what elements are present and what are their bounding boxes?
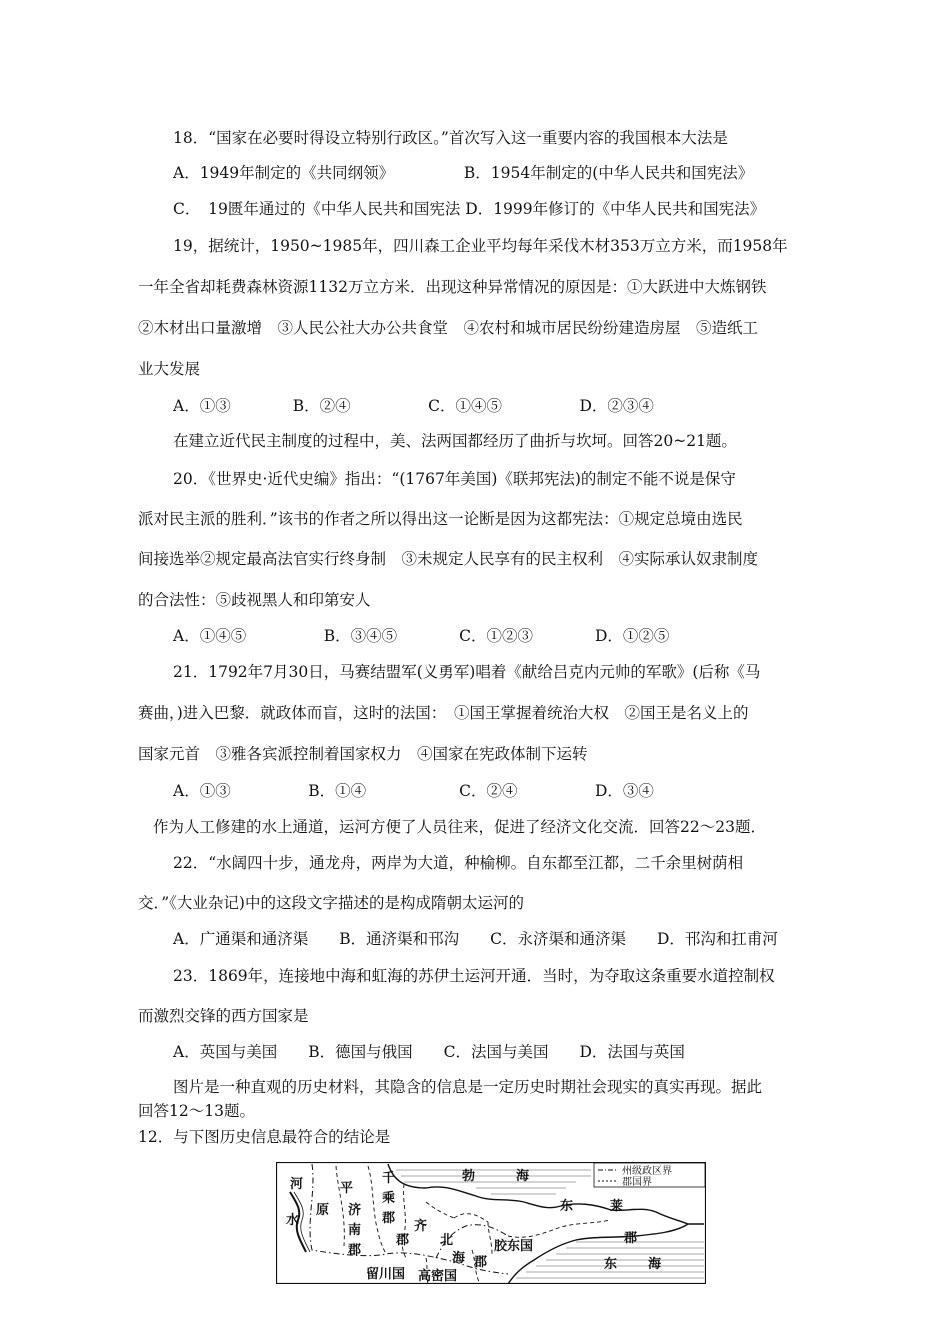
map-label-jun-qi: 郡 bbox=[396, 1233, 410, 1248]
q23-options: A．英国与美国 B．德国与俄国 C．法国与美国 D．法国与英国 bbox=[173, 1043, 685, 1061]
map-label-bei: 北 bbox=[440, 1233, 454, 1248]
q18-stem: 18．“国家在必要时得设立特别行政区。”首次写入这一重要内容的我国根本大法是 bbox=[173, 129, 728, 147]
intro-20-21: 在建立近代民主制度的过程中，美、法两国都经历了曲折与坎坷。回答20~21题。 bbox=[173, 432, 737, 450]
map-label-jun-donglai: 郡 bbox=[624, 1231, 638, 1246]
q18-options-ab: A．1949年制定的《共同纲领》 B．1954年制定的(中华人民共和国宪法》 bbox=[173, 164, 754, 182]
intro-12-13-line-1: 图片是一种直观的历史材料，其隐含的信息是一定历史时期社会现实的真实再现。据此 bbox=[173, 1078, 763, 1096]
map-label-dong-sea: 东 bbox=[604, 1257, 618, 1272]
map-label-hai-beihai: 海 bbox=[452, 1251, 466, 1266]
q20-line-2: 派对民主派的胜利．”该书的作者之所以得出这一论断是因为这都宪法：①规定总境由选民 bbox=[138, 510, 743, 528]
q22-options: A．广通渠和通济渠 B．通济渠和邗沟 C．永济渠和通济渠 D．邗沟和扛甫河 bbox=[173, 930, 778, 948]
map-label-qi: 齐 bbox=[414, 1219, 428, 1234]
map-label-hai-bohai: 海 bbox=[516, 1169, 530, 1184]
map-label-jiaodong: 胶东国 bbox=[494, 1239, 534, 1254]
q20-line-1: 20．《世界史·近代史编》指出：“(1767年美国)《联邦宪法)的制定不能不说是保守 bbox=[173, 470, 736, 488]
map-label-dong: 东 bbox=[560, 1199, 574, 1214]
map-label-jun-qiansheng: 郡 bbox=[382, 1211, 396, 1226]
q22-line-1: 22．“水阔四十步，通龙舟，两岸为大道，种榆柳。自东都至江都，二千余里树荫相 bbox=[173, 854, 744, 872]
q21-line-1: 21．1792年7月30日，马赛结盟军(义勇军)唱着《献给吕克内元帅的军歌》(后称《马 bbox=[173, 663, 761, 681]
map-label-shui: 水 bbox=[286, 1213, 300, 1228]
map-label-jun-jinan: 郡 bbox=[348, 1243, 362, 1258]
map-label-zichuan: 留川国 bbox=[366, 1267, 406, 1282]
q18-options-cd: C． 19匮年通过的《中华人民共和国宪法 D．1999年修订的《中华人民共和国宪法》 bbox=[173, 200, 766, 218]
map-label-hai-sea: 海 bbox=[648, 1257, 662, 1272]
map-label-nan: 南 bbox=[348, 1223, 362, 1238]
q21-line-2: 赛曲，)进入巴黎．就政体而盲，这时的法国： ①国王掌握着统治大权 ②国王是名义上的 bbox=[138, 704, 749, 722]
q20-options: A．①④⑤ B．③④⑤ C．①②③ D．①②⑤ bbox=[173, 627, 670, 645]
historical-map-figure bbox=[276, 1162, 706, 1284]
q19-options: A．①③ B．②④ C．①④⑤ D．②③④ bbox=[173, 397, 654, 415]
q20-line-3: 间接选举②规定最高法官实行终身制 ③未规定人民享有的民主权利 ④实际承认奴隶制度 bbox=[138, 550, 759, 568]
map-label-qian: 千 bbox=[382, 1171, 396, 1186]
map-label-ji: 济 bbox=[348, 1203, 362, 1218]
q19-line-1: 19，据统计，1950~1985年，四川森工企业平均每年采伐木材353万立方米，而1958年 bbox=[173, 237, 788, 255]
q19-line-4: 业大发展 bbox=[138, 360, 201, 378]
q22-line-2: 交．”《大业杂记)中的这段文字描述的是构成隋朝太运河的 bbox=[138, 894, 524, 912]
intro-12-13-line-2: 回答12～13题。 bbox=[138, 1102, 255, 1120]
map-label-gaomi: 高密国 bbox=[418, 1269, 458, 1284]
map-label-bo: 勃 bbox=[462, 1169, 476, 1184]
q21-options: A．①③ B．①④ C．②④ D．③④ bbox=[173, 782, 654, 800]
q20-line-4: 的合法性：⑤歧视黑人和印第安人 bbox=[138, 591, 371, 609]
q19-line-3: ②木材出口量激增 ③人民公社大办公共食堂 ④农村和城市居民纷纷建造房屋 ⑤造纸工 bbox=[138, 319, 759, 337]
legend-province-label: 州级政区界 bbox=[622, 1166, 672, 1177]
q21-line-3: 国家元首 ③雅各宾派控制着国家权力 ④国家在宪政体制下运转 bbox=[138, 745, 588, 763]
map-label-lai: 莱 bbox=[610, 1199, 624, 1214]
map-svg bbox=[276, 1162, 706, 1284]
map-label-he: 河 bbox=[290, 1177, 304, 1192]
map-label-sheng: 乘 bbox=[382, 1191, 396, 1206]
map-label-yuan: 原 bbox=[316, 1203, 330, 1218]
map-label-jun-beihai: 郡 bbox=[474, 1255, 488, 1270]
q12-stem: 12．与下图历史信息最符合的结论是 bbox=[138, 1128, 391, 1146]
q23-line-1: 23．1869年，连接地中海和虹海的苏伊土运河开通．当时，为夺取这条重要水道控制权 bbox=[173, 967, 775, 985]
map-label-ping: 平 bbox=[340, 1181, 354, 1196]
intro-22-23: 作为人工修建的水上通道，运河方便了人员往来，促进了经济文化交流．回答22～23题． bbox=[153, 818, 766, 836]
q19-line-2: 一年全省却耗费森林资源1132万立方米．出现这种异常情况的原因是：①大跃进中大炼钢铁 bbox=[138, 278, 767, 296]
q23-line-2: 而激烈交锋的西方国家是 bbox=[138, 1007, 309, 1025]
legend-commandery-label: 郡国界 bbox=[622, 1177, 652, 1188]
